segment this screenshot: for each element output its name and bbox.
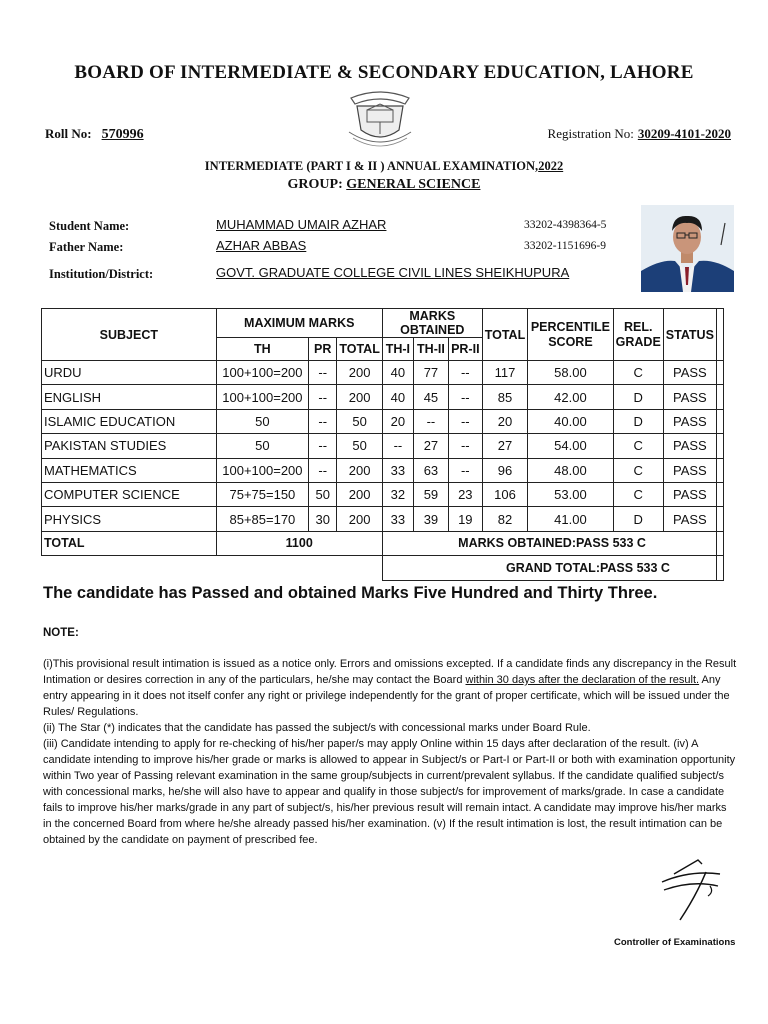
header-subject: SUBJECT (42, 309, 217, 361)
cell-obt-th1: -- (382, 434, 413, 458)
cell-obt-th2: 63 (413, 458, 448, 482)
header-rel-grade: REL. GRADE (613, 309, 663, 361)
roll-value: 570996 (101, 127, 144, 142)
cell-grade: D (613, 507, 663, 531)
cell-obt-th2: 27 (413, 434, 448, 458)
cell-obt-th1: 33 (382, 507, 413, 531)
row-spacer (716, 434, 723, 458)
cell-max-total: 200 (337, 361, 383, 385)
cell-obt-th1: 33 (382, 458, 413, 482)
note-1-part-b: Any entry appearing in it does not itself confer any right or privilege independently for the grant of proper certificate, which will be issued under the Rules/ Regulations. (43, 674, 730, 718)
cell-subject: MATHEMATICS (42, 458, 217, 482)
header-pr: PR (309, 338, 337, 361)
cell-total: 20 (482, 409, 528, 433)
cell-max-th: 100+100=200 (216, 361, 309, 385)
cell-status: PASS (663, 385, 716, 409)
header-marks-obtained: MARKS OBTAINED (382, 309, 482, 338)
cell-obt-th1: 32 (382, 482, 413, 506)
cell-max-pr: -- (309, 458, 337, 482)
cell-percentile: 58.00 (528, 361, 613, 385)
cell-total: 82 (482, 507, 528, 531)
group-value: GENERAL SCIENCE (346, 177, 481, 192)
cell-max-pr: -- (309, 434, 337, 458)
cell-subject: ISLAMIC EDUCATION (42, 409, 217, 433)
father-cnic: 33202-1151696-9 (524, 240, 606, 252)
cell-status: PASS (663, 458, 716, 482)
cell-max-total: 200 (337, 458, 383, 482)
cell-total: 117 (482, 361, 528, 385)
cell-obt-pr2: 19 (448, 507, 482, 531)
cell-status: PASS (663, 409, 716, 433)
cell-grade: D (613, 385, 663, 409)
cell-total: 106 (482, 482, 528, 506)
cell-max-th: 50 (216, 409, 309, 433)
cell-percentile: 53.00 (528, 482, 613, 506)
grand-total-row (42, 556, 724, 580)
cell-grade: D (613, 409, 663, 433)
note-1-part-a: (i)This provisional result intimation is issued as a notice only. Errors and omissions excepted. If a candidate finds any discrepancy in the Result Intimation or desires correction in any of the particulars, he/she may contact the Board (43, 658, 737, 686)
cell-obt-th1: 20 (382, 409, 413, 433)
cell-subject: ENGLISH (42, 385, 217, 409)
roll-number (45, 126, 144, 143)
cell-status: PASS (663, 482, 716, 506)
exam-title (0, 159, 768, 174)
cell-percentile: 54.00 (528, 434, 613, 458)
cell-max-th: 50 (216, 434, 309, 458)
header-th2: TH-II (413, 338, 448, 361)
total-max-marks: 1100 (216, 531, 382, 555)
table-row (42, 361, 724, 385)
cell-obt-pr2: -- (448, 409, 482, 433)
marks-table-body (42, 361, 724, 532)
signature-icon (650, 852, 730, 922)
cell-obt-th2: 45 (413, 385, 448, 409)
table-row (42, 458, 724, 482)
exam-title-text: INTERMEDIATE (PART I & II ) ANNUAL EXAMINATION, (204, 159, 539, 173)
header-th: TH (216, 338, 309, 361)
cell-max-th: 75+75=150 (216, 482, 309, 506)
header-max-total: TOTAL (337, 338, 383, 361)
note-paragraph-2: (ii) The Star (*) indicates that the candidate has passed the subject/s with concessional marks under Board Rule. (43, 722, 591, 734)
cell-obt-pr2: -- (448, 434, 482, 458)
header-pr2: PR-II (448, 338, 482, 361)
table-row (42, 385, 724, 409)
cell-max-th: 100+100=200 (216, 458, 309, 482)
cell-obt-th2: 59 (413, 482, 448, 506)
table-total-row (42, 531, 724, 555)
cell-max-pr: 30 (309, 507, 337, 531)
cell-subject: PAKISTAN STUDIES (42, 434, 217, 458)
note-paragraph-1 (43, 656, 738, 720)
grand-total: GRAND TOTAL:PASS 533 C (382, 556, 716, 580)
registration-value: 30209-4101-2020 (637, 126, 731, 141)
cell-subject: PHYSICS (42, 507, 217, 531)
cell-obt-pr2: 23 (448, 482, 482, 506)
cell-max-pr: 50 (309, 482, 337, 506)
cell-obt-th2: 77 (413, 361, 448, 385)
cell-total: 85 (482, 385, 528, 409)
cell-grade: C (613, 434, 663, 458)
board-title: BOARD OF INTERMEDIATE & SECONDARY EDUCATION, LAHORE (74, 62, 694, 83)
table-row (42, 434, 724, 458)
cell-percentile: 40.00 (528, 409, 613, 433)
student-name-label: Student Name: (49, 219, 130, 233)
marks-obtained-summary: MARKS OBTAINED:PASS 533 C (382, 531, 716, 555)
cell-percentile: 48.00 (528, 458, 613, 482)
institution-name: GOVT. GRADUATE COLLEGE CIVIL LINES SHEIKHUPURA (216, 265, 570, 280)
cell-subject: URDU (42, 361, 217, 385)
student-photo (641, 205, 734, 292)
total-spacer (716, 531, 723, 555)
cell-max-total: 50 (337, 409, 383, 433)
cell-total: 96 (482, 458, 528, 482)
note-label: NOTE: (43, 627, 79, 639)
cell-obt-th2: 39 (413, 507, 448, 531)
student-cnic: 33202-4398364-5 (524, 219, 607, 231)
cell-obt-pr2: -- (448, 361, 482, 385)
cell-status: PASS (663, 361, 716, 385)
board-crest-icon (343, 88, 417, 152)
note-paragraph-3: (iii) Candidate intending to apply for re-checking of his/her paper/s may apply Online within 15 days after declaration of the result. (iv) A candidate intending to improve his/her grade or marks is allowed to appear in Subject/s or Part-I or Part-II or both with examination opportunity within Two year of Passing relevant examination in the same group/subjects in current/prevalent syllabus. If the candidate qualified subject/s with concessional marks, he/she will also have to appear and qualify in those subject/s for improvement of marks/grade. In case a candidate fails to improve his/her marks/grade in any part of subject/s, his/her previous result will remain intact. A candidate may improve his/her marks in the concerned Board from where he/she already passed his/her examination. (v) If the result intimation is lost, the result intimation can be obtained by the candidate on payment of prescribed fee. (43, 738, 736, 846)
cell-max-pr: -- (309, 385, 337, 409)
cell-status: PASS (663, 434, 716, 458)
header-percentile-score: PERCENTILE SCORE (528, 309, 613, 361)
header-status: STATUS (663, 309, 716, 361)
cell-obt-pr2: -- (448, 458, 482, 482)
registration-number (548, 126, 731, 142)
row-spacer (716, 385, 723, 409)
cell-max-th: 100+100=200 (216, 385, 309, 409)
cell-max-total: 200 (337, 482, 383, 506)
roll-label: Roll No: (45, 126, 92, 141)
cell-max-pr: -- (309, 409, 337, 433)
row-spacer (716, 409, 723, 433)
grand-total-spacer (716, 556, 723, 580)
row-spacer (716, 507, 723, 531)
row-spacer (716, 482, 723, 506)
cell-grade: C (613, 458, 663, 482)
header-spacer (716, 309, 723, 361)
marks-table (41, 308, 724, 581)
table-row (42, 409, 724, 433)
controller-of-examinations: Controller of Examinations (614, 937, 736, 948)
institution-label: Institution/District: (49, 267, 154, 281)
cell-subject: COMPUTER SCIENCE (42, 482, 217, 506)
group-label: GROUP: (287, 177, 343, 192)
table-row (42, 482, 724, 506)
cell-total: 27 (482, 434, 528, 458)
cell-max-th: 85+85=170 (216, 507, 309, 531)
cell-percentile: 42.00 (528, 385, 613, 409)
header-maximum-marks: MAXIMUM MARKS (216, 309, 382, 338)
cell-obt-pr2: -- (448, 385, 482, 409)
cell-max-total: 200 (337, 507, 383, 531)
cell-grade: C (613, 482, 663, 506)
cell-obt-th1: 40 (382, 361, 413, 385)
group-heading (0, 177, 768, 193)
registration-label: Registration No: (547, 126, 634, 141)
row-spacer (716, 458, 723, 482)
cell-max-total: 50 (337, 434, 383, 458)
grand-total-blank (42, 556, 383, 580)
header-th1: TH-I (382, 338, 413, 361)
total-label: TOTAL (42, 531, 217, 555)
father-name: AZHAR ABBAS (216, 238, 307, 253)
note-1-underlined: within 30 days after the declaration of the result. (465, 674, 700, 686)
table-row (42, 507, 724, 531)
pass-statement: The candidate has Passed and obtained Marks Five Hundred and Thirty Three. (43, 584, 658, 602)
cell-obt-th2: -- (413, 409, 448, 433)
header-total: TOTAL (482, 309, 528, 361)
cell-status: PASS (663, 507, 716, 531)
row-spacer (716, 361, 723, 385)
cell-grade: C (613, 361, 663, 385)
table-header-row (42, 309, 724, 338)
student-name: MUHAMMAD UMAIR AZHAR (216, 217, 387, 232)
father-name-label: Father Name: (49, 240, 124, 254)
cell-obt-th1: 40 (382, 385, 413, 409)
cell-percentile: 41.00 (528, 507, 613, 531)
cell-max-total: 200 (337, 385, 383, 409)
exam-year: 2022 (538, 159, 564, 173)
cell-max-pr: -- (309, 361, 337, 385)
